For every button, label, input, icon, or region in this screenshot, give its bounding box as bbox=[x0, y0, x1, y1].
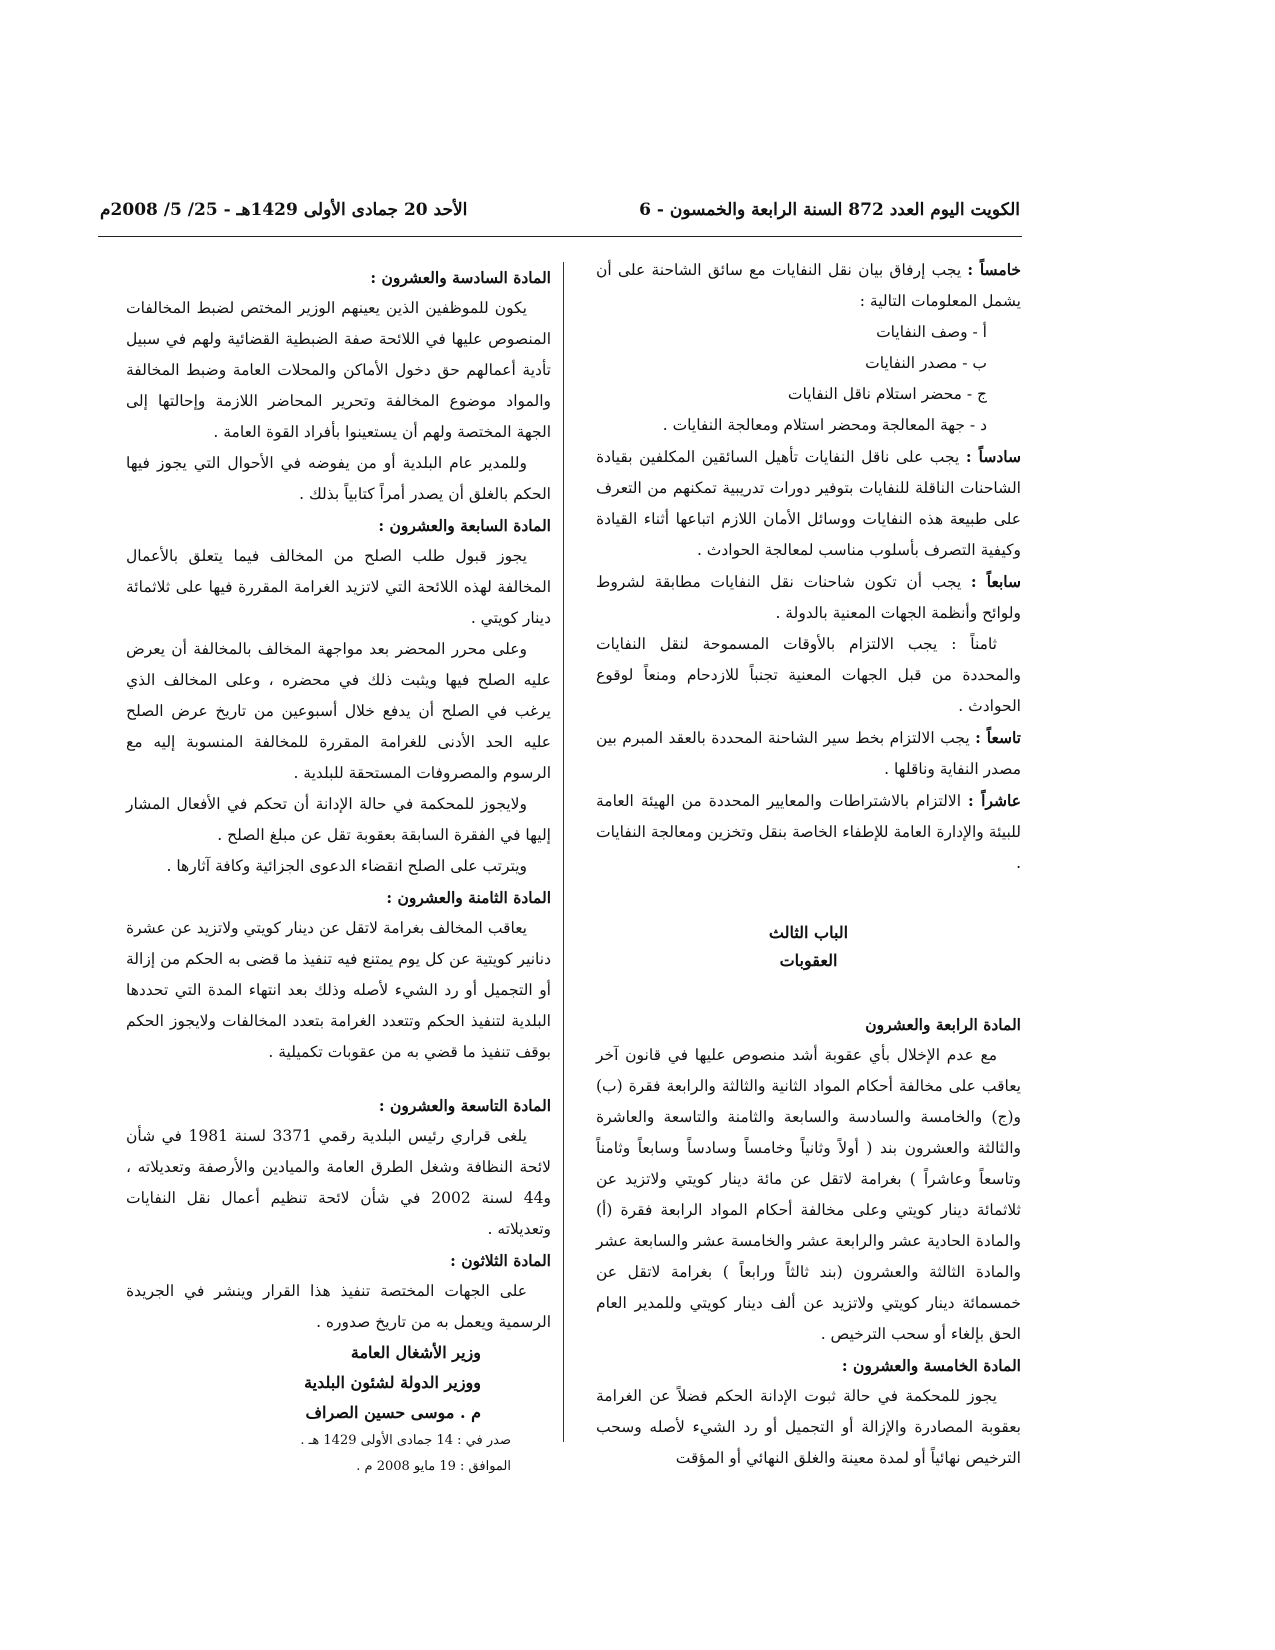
clause-tenth-text: الالتزام بالاشتراطات والمعايير المحددة من الهيئة العامة للبيئة والإدارة العامة للإطفاء الخاصة بنقل وتخزين ومعالجة النفايات . bbox=[596, 792, 1021, 872]
article-24-text: مع عدم الإخلال بأي عقوبة أشد منصوص عليها في قانون آخر يعاقب على مخالفة أحكام المواد الثانية والثالثة والرابعة فقرة (ب) و(ج) والخامسة والسادسة والسابعة والثامنة والتاسعة والعاشرة والثالثة والعشرون بند ( أولاً وثانياً وخامساً وسادساً وسابعاً وثامناً وتاسعاً وعاشراً ) بغرامة لاتقل عن مائة دينار كويتي ولاتزيد عن ثلاثمائة دينار كويتي وعلى مخالفة أحكام المواد الرابعة فقرة (أ) والمادة الحادية عشر والرابعة عشر والخامسة عشر والسابعة عشر والمادة الثالثة والعشرون (بند ثالثاً ورابعاً ) بغرامة لاتقل عن خمسمائة دينار كويتي ولاتزيد عن ألف دينار كويتي وللمدير العام الحق بإلغاء أو سحب الترخيص . bbox=[596, 1046, 1021, 1343]
list-item: د - جهة المعالجة ومحضر استلام ومعالجة النفايات . bbox=[662, 416, 987, 434]
article-29-text: يلغى قراري رئيس البلدية رقمي 3371 لسنة 1981 في شأن لائحة النظافة وشغل الطرق العامة والميادين والأرصفة وتعديلاته ، و44 لسنة 2002 في شأن لائحة تنظيم أعمال نقل النفايات وتعديلاته . bbox=[126, 1127, 551, 1238]
issued-date: صدر في : 14 جمادى الأولى 1429 هـ . bbox=[300, 1433, 511, 1448]
article-25-text: يجوز للمحكمة في حالة ثبوت الإدانة الحكم فضلاً عن الغرامة بعقوبة المصادرة والإزالة أو التجميل أو رد الشيء لأصله وسحب الترخيص نهائياً أو لمدة معينة والغلق النهائي أو المؤقت bbox=[596, 1387, 1021, 1467]
header-issue-info: الكويت اليوم العدد 872 السنة الرابعة والخمسون - 6 bbox=[639, 200, 1020, 220]
clause-sixth bbox=[596, 441, 1021, 566]
clause-sixth-text: يجب على ناقل النفايات تأهيل السائقين المكلفين بقيادة الشاحنات الناقلة للنفايات بتوفير دورات تدريبية تمكنهم من التعرف على طبيعة هذه النفايات ووسائل الأمان اللازم اتباعها أثناء القيادة وكيفية التصرف بأسلوب مناسب لمعالجة الحوادث . bbox=[596, 448, 1021, 559]
clause-seventh-lead: سابعاً : bbox=[970, 572, 1021, 591]
article-24-title: المادة الرابعة والعشرون bbox=[865, 1015, 1021, 1034]
clause-ninth-lead: تاسعاً : bbox=[975, 728, 1021, 747]
signatory-name: م . موسى حسين الصراف bbox=[305, 1403, 481, 1422]
article-26-text: يكون للموظفين الذين يعينهم الوزير المختص لضبط المخالفات المنصوص عليها في اللائحة صفة الضبطية القضائية ولهم في سبيل تأدية أعمالهم حق دخول الأماكن والمحلات العامة وضبط المخالفة والمواد موضوع المخالفة وتحرير المحاضر اللازمة وإحالتها إلى الجهة المختصة ولهم أن يستعينوا بأفراد القوة العامة . bbox=[126, 299, 551, 441]
list-item: أ - وصف النفايات bbox=[876, 323, 987, 341]
corresponding-date: الموافق : 19 مايو 2008 م . bbox=[356, 1459, 511, 1474]
signatory-title-1: وزير الأشغال العامة bbox=[350, 1343, 481, 1362]
list-item: ب - مصدر النفايات bbox=[865, 354, 987, 372]
column-divider bbox=[563, 262, 564, 1442]
article-25-title: المادة الخامسة والعشرون : bbox=[841, 1356, 1021, 1375]
article-29-title: المادة التاسعة والعشرون : bbox=[378, 1096, 551, 1115]
clause-tenth-lead: عاشراً : bbox=[968, 791, 1021, 810]
clause-fifth bbox=[596, 254, 1021, 317]
article-26-title: المادة السادسة والعشرون : bbox=[370, 268, 551, 287]
page-header bbox=[100, 196, 1020, 230]
chapter-title: الباب الثالث bbox=[768, 923, 849, 942]
header-divider bbox=[98, 236, 1022, 237]
article-27-text-4: ويترتب على الصلح انقضاء الدعوى الجزائية وكافة آثارها . bbox=[166, 857, 527, 875]
header-date: الأحد 20 جمادى الأولى 1429هـ - 25/ 5/ 2008م bbox=[100, 200, 468, 220]
article-28-text: يعاقب المخالف بغرامة لاتقل عن دينار كويتي ولاتزيد عن عشرة دنانير كويتية عن كل يوم يمتنع فيه تنفيذ ما قضى به الحكم من إزالة أو التجميل أو رد الشيء لأصله وذلك بعد انتهاء المدة التي تحددها البلدية لتنفيذ الحكم وتتعدد الغرامة بتعدد المخالفات ولايجوز الحكم بوقف تنفيذ ما قضي به من عقوبات تكميلية . bbox=[126, 919, 551, 1061]
clause-tenth bbox=[596, 785, 1021, 879]
clause-fifth-lead: خامساً : bbox=[967, 260, 1021, 279]
left-column bbox=[126, 262, 551, 1480]
clause-seventh bbox=[596, 566, 1021, 629]
clause-ninth-text: يجب الالتزام بخط سير الشاحنة المحددة بالعقد المبرم بين مصدر النفاية وناقلها . bbox=[596, 729, 1021, 778]
right-column bbox=[596, 254, 1021, 1474]
article-28-title: المادة الثامنة والعشرون : bbox=[386, 888, 551, 907]
clause-fifth-text: يجب إرفاق بيان نقل النفايات مع سائق الشاحنة على أن يشمل المعلومات التالية : bbox=[596, 261, 1021, 310]
clause-eighth: ثامناً : يجب الالتزام بالأوقات المسموحة لنقل النفايات والمحددة من قبل الجهات المعنية تجنباً للازدحام ومنعاً لوقوع الحوادث . bbox=[596, 635, 1021, 715]
article-27-text-2: وعلى محرر المحضر بعد مواجهة المخالف بالمخالفة أن يعرض عليه الصلح فيها ويثبت ذلك في محضره ، وعلى المخالف الذي يرغب في الصلح أن يدفع خلال أسبوعين من تاريخ عرض الصلح عليه الحد الأدنى للغرامة المقررة للمخالفة المنسوبة إليه مع الرسوم والمصروفات المستحقة للبلدية . bbox=[126, 640, 551, 782]
article-27-title: المادة السابعة والعشرون : bbox=[378, 516, 551, 535]
article-30-title: المادة الثلاثون : bbox=[450, 1251, 551, 1270]
signatory-title-2: ووزير الدولة لشئون البلدية bbox=[304, 1373, 481, 1392]
article-27-text-3: ولايجوز للمحكمة في حالة الإدانة أن تحكم في الأفعال المشار إليها في الفقرة السابقة بعقوبة تقل عن مبلغ الصلح . bbox=[126, 795, 551, 844]
article-27-text: يجوز قبول طلب الصلح من المخالف فيما يتعلق بالأعمال المخالفة لهذه اللائحة التي لاتزيد الغرامة المقررة فيها على ثلاثمائة دينار كويتي . bbox=[126, 547, 551, 627]
article-26-text-2: وللمدير عام البلدية أو من يفوضه في الأحوال التي يجوز فيها الحكم بالغلق أن يصدر أمراً كتابياً بذلك . bbox=[126, 454, 551, 503]
list-item: ج - محضر استلام ناقل النفايات bbox=[787, 385, 987, 403]
chapter-subtitle: العقوبات bbox=[779, 951, 838, 970]
clause-seventh-text: يجب أن تكون شاحنات نقل النفايات مطابقة لشروط ولوائح وأنظمة الجهات المعنية بالدولة . bbox=[596, 573, 1021, 622]
article-30-text: على الجهات المختصة تنفيذ هذا القرار وينشر في الجريدة الرسمية ويعمل به من تاريخ صدوره . bbox=[126, 1282, 551, 1331]
clause-sixth-lead: سادساً : bbox=[965, 447, 1021, 466]
clause-ninth bbox=[596, 722, 1021, 785]
